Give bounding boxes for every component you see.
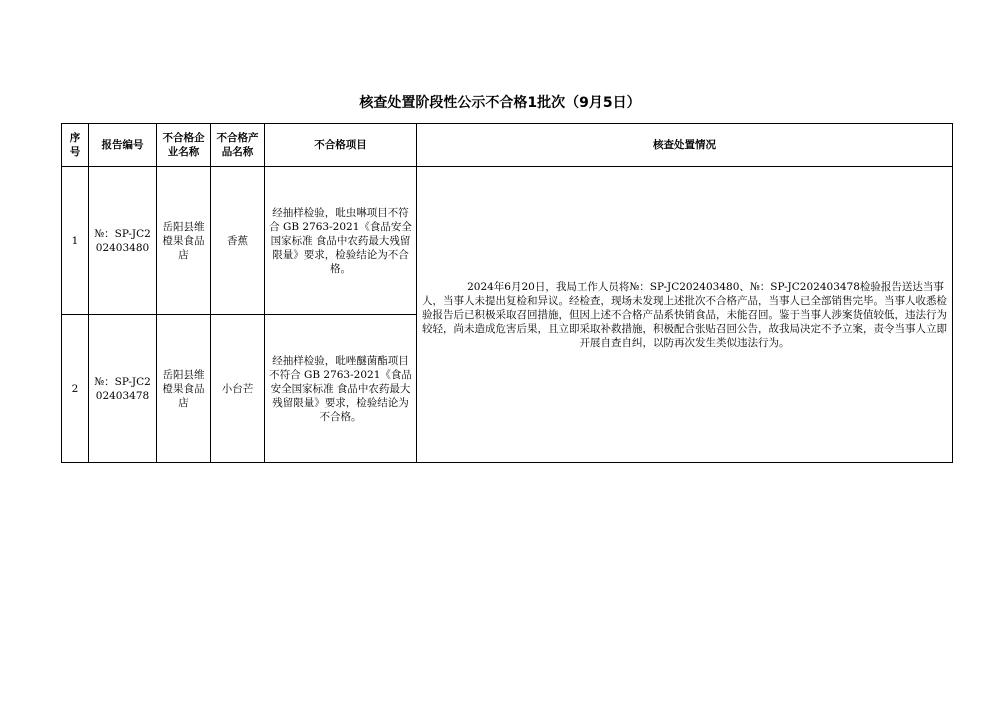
- header-report-no: 报告编号: [89, 124, 157, 167]
- cell-seq: 1: [62, 167, 89, 315]
- cell-seq: 2: [62, 315, 89, 463]
- cell-company: 岳阳县维橙果食品店: [157, 167, 211, 315]
- header-item: 不合格项目: [265, 124, 417, 167]
- table-row: [62, 167, 953, 315]
- cell-item: 经抽样检验，吡唑醚菌酯项目不符合 GB 2763-2021《食品安全国家标准 食品中农药最大残留限量》要求，检验结论为不合格。: [265, 315, 417, 463]
- table-header-row: [62, 124, 953, 167]
- cell-disposal: [417, 167, 953, 463]
- header-disposal: 核查处置情况: [417, 124, 953, 167]
- header-company: 不合格企业名称: [157, 124, 211, 167]
- cell-product: 香蕉: [211, 167, 265, 315]
- cell-company: 岳阳县维橙果食品店: [157, 315, 211, 463]
- cell-report-no: №：SP-JC202403480: [89, 167, 157, 315]
- cell-report-no: №：SP-JC202403478: [89, 315, 157, 463]
- header-seq: 序号: [62, 124, 89, 167]
- disposal-text: 2024年6月20日，我局工作人员将№：SP-JC202403480、№：SP-JC202403478检验报告送达当事人，当事人未提出复检和异议。经检查，现场未发现上述批次不合格产品，当事人已全部销售完毕。当事人收悉检验报告后已积极采取召回措施，但因上述不合格产品系快销食品，未能召回。鉴于当事人涉案货值较低，违法行为较轻，尚未造成危害后果，且立即采取补救措施，积极配合张贴召回公告，故我局决定不予立案，责令当事人立即开展自查自纠，以防再次发生类似违法行为。: [422, 280, 947, 349]
- cell-item: 经抽样检验，吡虫啉项目不符合 GB 2763-2021《食品安全国家标准 食品中农药最大残留限量》要求，检验结论为不合格。: [265, 167, 417, 315]
- inspection-table: [61, 123, 953, 463]
- page-title: 核查处置阶段性公示不合格1批次（9月5日）: [359, 95, 641, 111]
- cell-product: 小台芒: [211, 315, 265, 463]
- header-product: 不合格产品名称: [211, 124, 265, 167]
